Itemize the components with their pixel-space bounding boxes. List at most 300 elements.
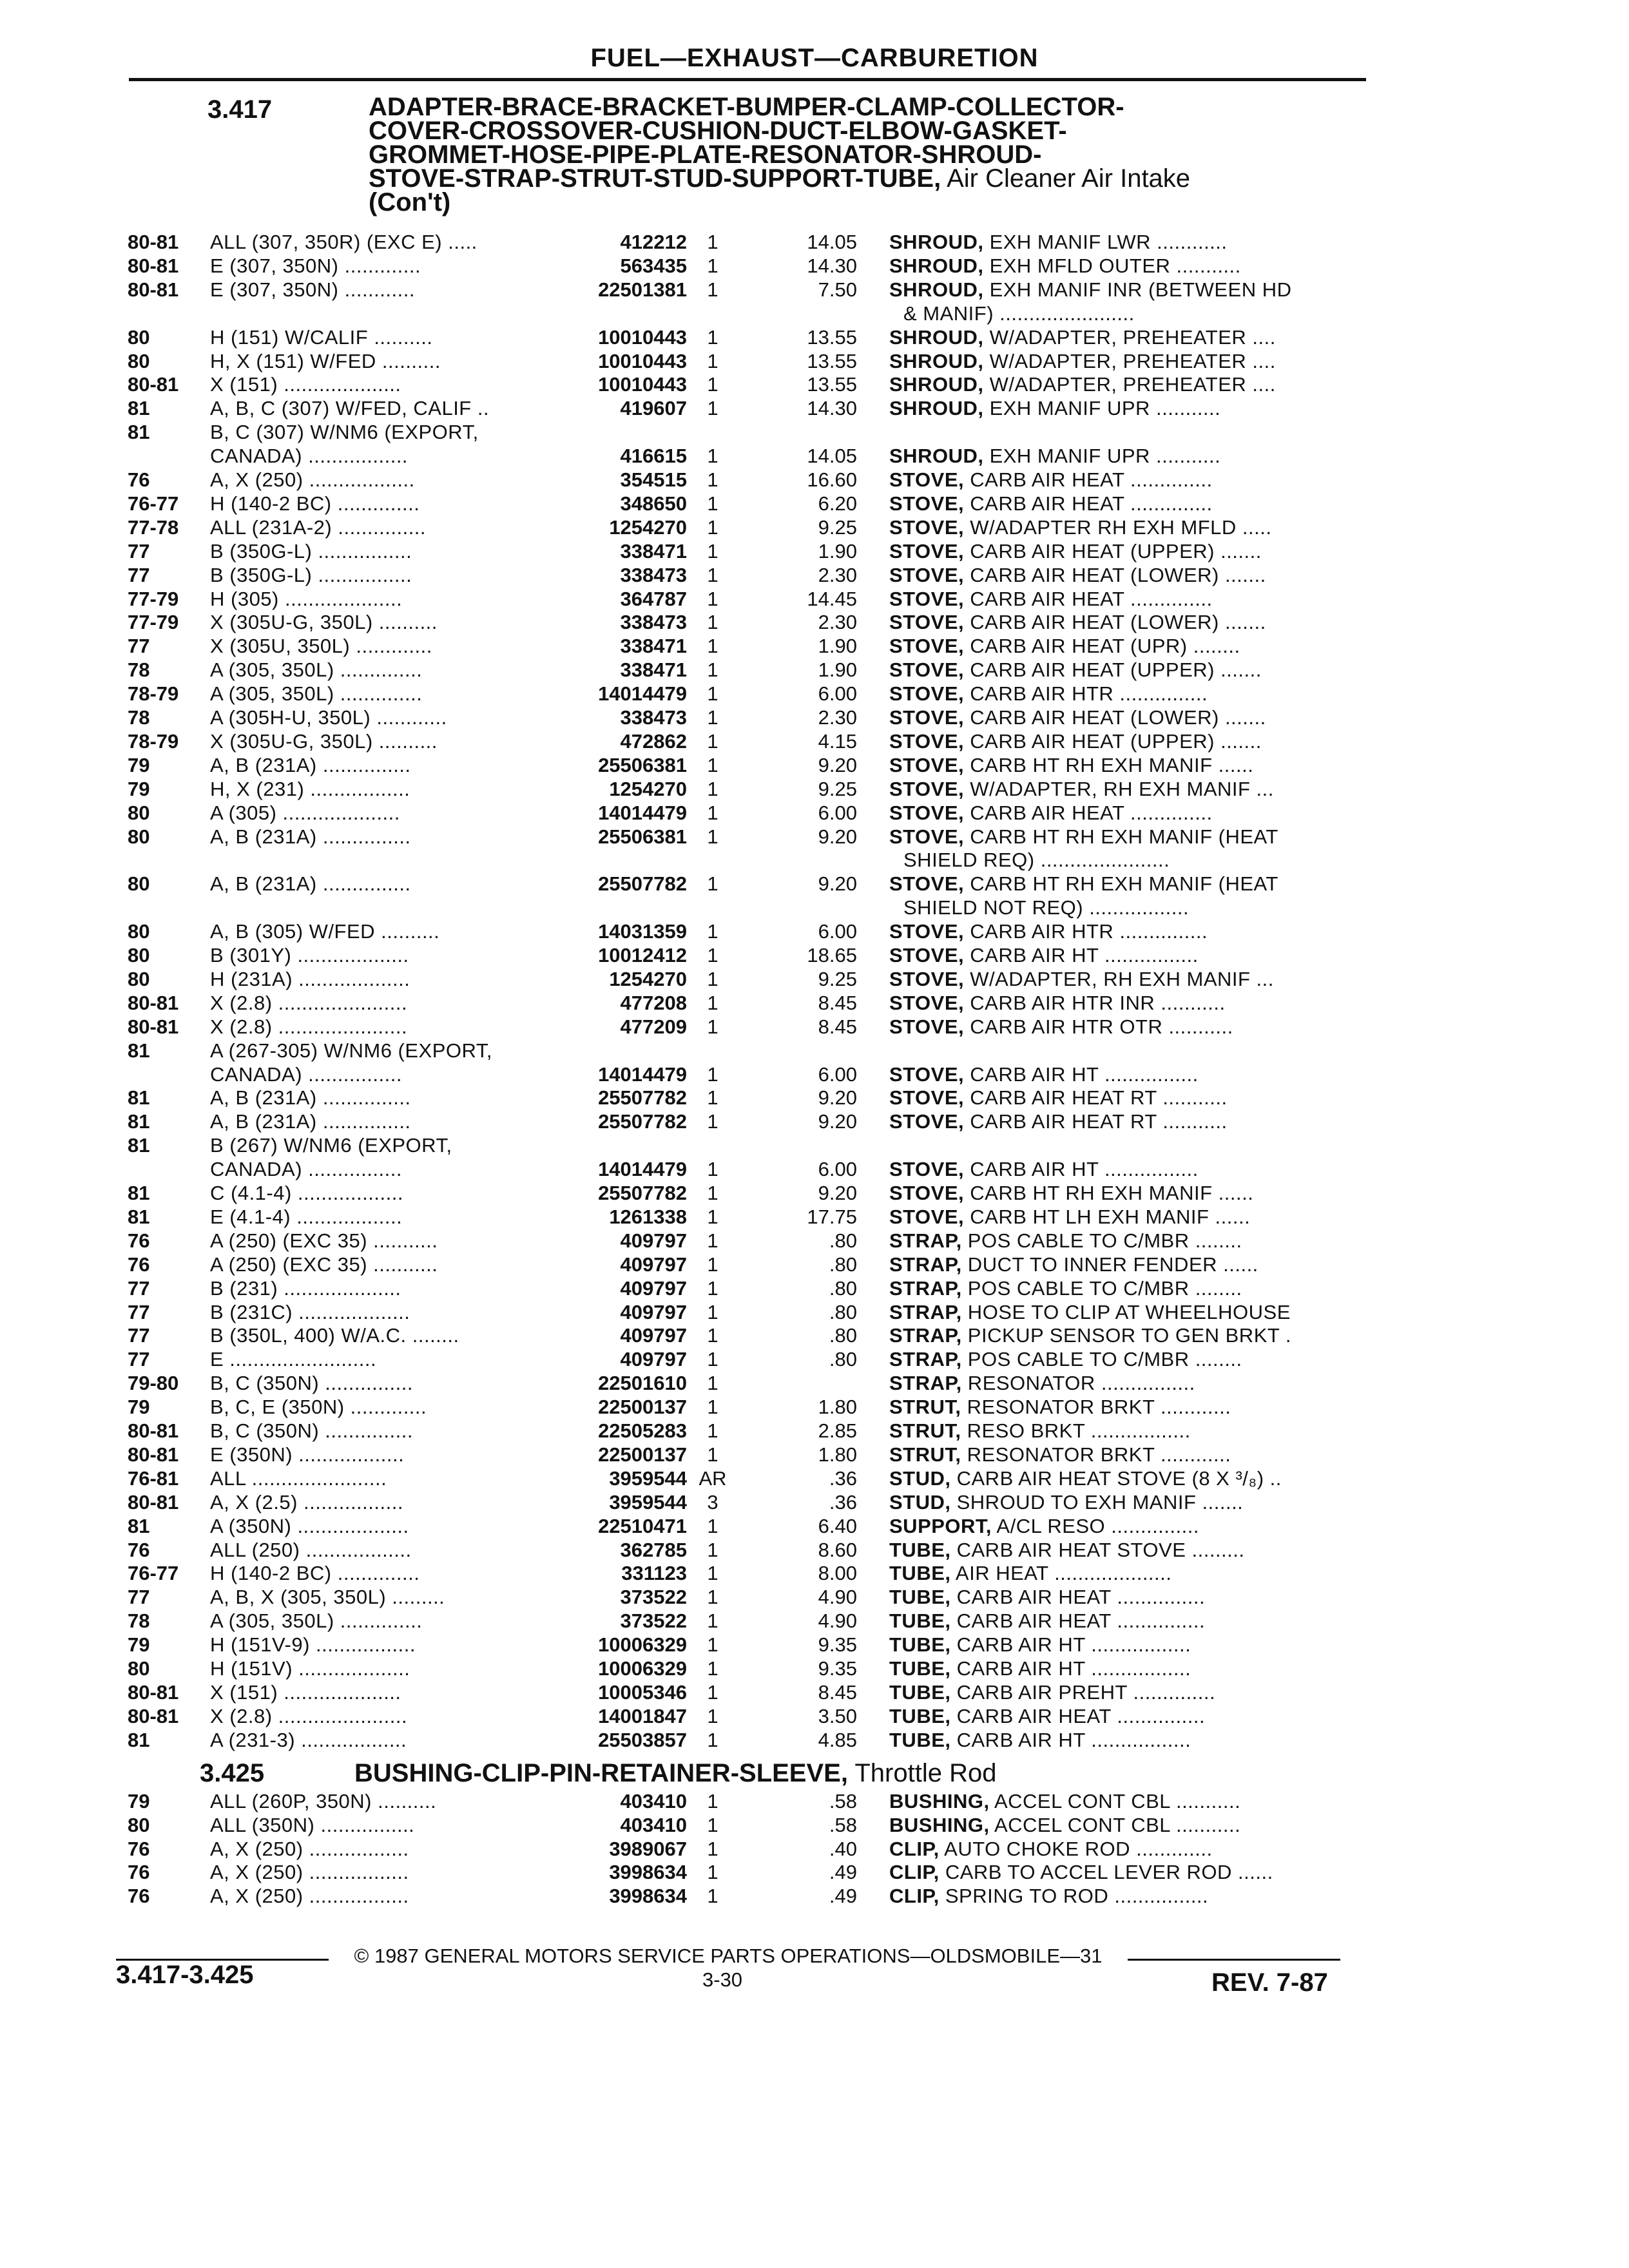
description-noun: TUBE, xyxy=(889,1586,951,1609)
section-title-suffix: Air Cleaner Air Intake xyxy=(941,164,1191,193)
table-row xyxy=(0,1253,1629,1276)
description-cell xyxy=(889,1860,1360,1884)
description-noun: STOVE, xyxy=(889,753,965,776)
price-cell: 1.90 xyxy=(818,658,857,682)
year-cell: 76 xyxy=(128,1538,150,1561)
table-row xyxy=(0,1704,1629,1728)
part-number-cell: 409797 xyxy=(620,1229,687,1252)
description-text: CARB HT RH EXH MANIF (HEAT xyxy=(964,825,1278,848)
description-cell xyxy=(889,1789,1360,1813)
table-row xyxy=(0,349,1629,373)
quantity-cell: 1 xyxy=(707,1538,718,1561)
part-number-cell: 25507782 xyxy=(598,1110,687,1133)
price-cell: .49 xyxy=(829,1885,857,1908)
year-cell: 77 xyxy=(128,1324,150,1347)
price-cell: 14.30 xyxy=(807,397,857,420)
year-cell: 76 xyxy=(128,1885,150,1908)
table-row xyxy=(0,1276,1629,1300)
quantity-cell: AR xyxy=(699,1466,727,1490)
description-text: CARB AIR HEAT (UPPER) ....... xyxy=(964,658,1262,682)
description-text: CARB HT LH EXH MANIF ...... xyxy=(964,1205,1251,1228)
description-noun: STOVE, xyxy=(889,515,965,539)
application-cell: A, B (305) W/FED .......... xyxy=(210,920,440,943)
part-number-cell: 25506381 xyxy=(598,825,687,848)
table-row xyxy=(0,896,1629,919)
part-number-cell: 25507782 xyxy=(598,1086,687,1110)
part-number-cell: 348650 xyxy=(620,492,687,515)
year-cell: 80-81 xyxy=(128,1680,179,1704)
description-text: CARB AIR HTR ............... xyxy=(964,682,1208,706)
description-text: RESONATOR BRKT ............ xyxy=(961,1396,1231,1419)
quantity-cell: 1 xyxy=(707,753,718,776)
description-noun: STRAP, xyxy=(889,1324,962,1347)
quantity-cell: 1 xyxy=(707,515,718,539)
description-cell xyxy=(889,848,1360,872)
quantity-cell: 1 xyxy=(707,872,718,896)
application-cell: CANADA) ................ xyxy=(210,1062,402,1086)
description-cell xyxy=(889,801,1360,825)
description-cell xyxy=(889,658,1360,682)
page-title: FUEL—EXHAUST—CARBURETION xyxy=(590,44,1039,72)
part-number-cell: 563435 xyxy=(620,254,687,277)
price-cell: 8.45 xyxy=(818,1015,857,1038)
year-cell: 76-77 xyxy=(128,492,179,515)
description-text: CARB AIR HEAT RT ........... xyxy=(964,1110,1228,1133)
description-cell xyxy=(889,967,1360,991)
description-text: & MANIF) ....................... xyxy=(903,302,1135,325)
year-cell: 80-81 xyxy=(128,1490,179,1514)
price-cell: .80 xyxy=(829,1348,857,1371)
description-noun: STUD, xyxy=(889,1466,951,1490)
part-number-cell: 22510471 xyxy=(598,1514,687,1537)
description-text: W/ADAPTER, RH EXH MANIF ... xyxy=(964,967,1274,990)
year-cell: 80 xyxy=(128,1813,150,1836)
quantity-cell: 1 xyxy=(707,1419,718,1442)
subsection-title xyxy=(354,1759,996,1788)
table-row xyxy=(0,1015,1629,1039)
year-cell: 80 xyxy=(128,920,150,943)
application-cell: H (151V-9) ................. xyxy=(210,1633,416,1657)
part-number-cell: 416615 xyxy=(620,445,687,468)
year-cell: 78-79 xyxy=(128,682,179,706)
year-cell: 81 xyxy=(128,397,150,420)
description-cell xyxy=(889,777,1360,801)
quantity-cell: 1 xyxy=(707,1633,718,1657)
description-noun: STOVE, xyxy=(889,587,965,610)
description-text: CARB AIR HT ................. xyxy=(950,1657,1191,1680)
application-cell: C (4.1-4) .................. xyxy=(210,1182,403,1204)
year-cell: 79 xyxy=(128,1790,150,1812)
application-cell: A (305, 350L) .............. xyxy=(210,658,423,682)
table-row xyxy=(0,682,1629,706)
year-cell: 77 xyxy=(128,1276,150,1300)
price-cell: 1.80 xyxy=(818,1396,857,1419)
description-text: W/ADAPTER, PREHEATER .... xyxy=(983,349,1276,372)
description-cell xyxy=(889,1813,1360,1837)
year-cell: 78 xyxy=(128,1610,150,1633)
description-text: DUCT TO INNER FENDER ...... xyxy=(961,1253,1258,1276)
description-noun: STOVE, xyxy=(889,635,965,658)
quantity-cell: 1 xyxy=(707,1562,718,1585)
application-cell: H (151V) ................... xyxy=(210,1657,410,1680)
part-number-cell: 373522 xyxy=(620,1586,687,1609)
year-cell: 80 xyxy=(128,801,150,824)
description-cell xyxy=(889,539,1360,563)
table-row xyxy=(0,1181,1629,1205)
description-cell xyxy=(889,1015,1360,1039)
part-number-cell: 14014479 xyxy=(598,1062,687,1086)
price-cell: 8.45 xyxy=(818,1680,857,1704)
description-noun: CLIP, xyxy=(889,1861,940,1884)
description-cell xyxy=(889,1466,1360,1490)
part-number-cell: 10010443 xyxy=(598,349,687,372)
part-number-cell: 409797 xyxy=(620,1348,687,1371)
application-cell: H (140-2 BC) .............. xyxy=(210,492,420,515)
quantity-cell: 1 xyxy=(707,611,718,634)
application-cell: X (151) .................... xyxy=(210,1680,401,1704)
description-text: CARB AIR HEAT .............. xyxy=(964,587,1213,610)
application-cell: ALL (350N) ................ xyxy=(210,1813,415,1836)
application-cell: E (307, 350N) ............ xyxy=(210,278,415,301)
table-row xyxy=(0,1371,1629,1395)
table-row xyxy=(0,230,1629,254)
table-row xyxy=(0,1561,1629,1585)
description-cell xyxy=(889,396,1360,420)
price-cell: 8.60 xyxy=(818,1538,857,1561)
part-number-cell: 22501381 xyxy=(598,278,687,301)
description-text: CARB AIR HEAT RT ........... xyxy=(964,1086,1228,1110)
table-row xyxy=(0,1300,1629,1324)
price-cell: 4.90 xyxy=(818,1610,857,1633)
table-row xyxy=(0,1860,1629,1884)
quantity-cell: 1 xyxy=(707,1837,718,1860)
application-cell: E (4.1-4) .................. xyxy=(210,1205,403,1228)
table-row xyxy=(0,967,1629,991)
quantity-cell: 1 xyxy=(707,1813,718,1836)
price-cell: 7.50 xyxy=(818,278,857,301)
description-text: CARB AIR HT ................ xyxy=(964,1062,1199,1086)
part-number-cell: 22500137 xyxy=(598,1396,687,1419)
application-cell: A, X (2.5) ................. xyxy=(210,1490,403,1514)
part-number-cell: 10012412 xyxy=(598,944,687,966)
price-cell: 9.25 xyxy=(818,777,857,800)
application-cell: A (350N) ................... xyxy=(210,1514,409,1537)
description-noun: CLIP, xyxy=(889,1837,940,1860)
description-text: A/CL RESO ............... xyxy=(992,1514,1199,1537)
quantity-cell: 1 xyxy=(707,682,718,706)
price-cell: 9.20 xyxy=(818,753,857,776)
quantity-cell: 1 xyxy=(707,944,718,966)
year-cell: 80-81 xyxy=(128,1015,179,1038)
description-text: CARB AIR HEAT ............... xyxy=(950,1586,1206,1609)
description-cell xyxy=(889,1443,1360,1466)
part-number-cell: 331123 xyxy=(621,1562,687,1585)
description-noun: TUBE, xyxy=(889,1728,951,1751)
quantity-cell: 1 xyxy=(707,1680,718,1704)
table-row xyxy=(0,1157,1629,1181)
description-noun: STUD, xyxy=(889,1490,951,1514)
quantity-cell: 1 xyxy=(707,1704,718,1727)
description-cell xyxy=(889,1181,1360,1205)
part-number-cell: 10005346 xyxy=(598,1680,687,1704)
part-number-cell: 409797 xyxy=(620,1324,687,1347)
description-cell xyxy=(889,682,1360,706)
application-cell: B (231C) ................... xyxy=(210,1300,410,1323)
description-cell xyxy=(889,1300,1360,1324)
price-cell: 9.25 xyxy=(818,515,857,539)
description-cell xyxy=(889,896,1360,919)
quantity-cell: 3 xyxy=(707,1490,718,1514)
year-cell: 77 xyxy=(128,539,150,562)
subsection-number: 3.425 xyxy=(200,1759,265,1787)
description-noun: STRUT, xyxy=(889,1443,961,1466)
description-cell xyxy=(889,278,1360,302)
description-noun: STOVE, xyxy=(889,539,965,562)
description-text: CARB AIR HEAT (UPPER) ....... xyxy=(964,729,1262,753)
application-cell: CANADA) ................. xyxy=(210,445,409,468)
part-number-cell: 362785 xyxy=(620,1538,687,1561)
application-cell: B (350G-L) ................ xyxy=(210,563,412,586)
year-cell: 80-81 xyxy=(128,231,179,253)
description-cell xyxy=(889,1704,1360,1728)
description-cell xyxy=(889,349,1360,373)
price-cell: 9.20 xyxy=(818,825,857,848)
quantity-cell: 1 xyxy=(707,1276,718,1300)
quantity-cell: 1 xyxy=(707,1586,718,1609)
year-cell: 80 xyxy=(128,944,150,966)
year-cell: 78-79 xyxy=(128,729,179,753)
table-row xyxy=(0,420,1629,444)
quantity-cell: 1 xyxy=(707,1062,718,1086)
description-noun: STOVE, xyxy=(889,991,965,1014)
description-noun: STRUT, xyxy=(889,1419,961,1442)
description-noun: STOVE, xyxy=(889,1086,965,1110)
quantity-cell: 1 xyxy=(707,1229,718,1252)
description-cell xyxy=(889,1086,1360,1110)
year-cell: 81 xyxy=(128,421,150,444)
year-cell: 81 xyxy=(128,1205,150,1228)
part-number-cell: 10006329 xyxy=(598,1633,687,1657)
table-row xyxy=(0,1837,1629,1861)
price-cell: 2.30 xyxy=(818,611,857,634)
application-cell: ALL (260P, 350N) .......... xyxy=(210,1790,437,1812)
quantity-cell: 1 xyxy=(707,278,718,301)
year-cell: 80 xyxy=(128,967,150,990)
description-text: POS CABLE TO C/MBR ........ xyxy=(961,1276,1242,1300)
year-cell: 80 xyxy=(128,1657,150,1680)
description-cell xyxy=(889,1633,1360,1657)
section-title xyxy=(369,95,1367,215)
year-cell: 78 xyxy=(128,706,150,729)
table-row xyxy=(0,1086,1629,1110)
application-cell: X (305U-G, 350L) .......... xyxy=(210,611,438,634)
description-noun: STRAP, xyxy=(889,1229,962,1252)
description-text: SHIELD NOT REQ) ................. xyxy=(903,896,1190,919)
description-noun: STOVE, xyxy=(889,706,965,729)
footer-section-range: 3.417-3.425 xyxy=(116,1961,254,1989)
application-cell: A, B (231A) ............... xyxy=(210,753,411,776)
description-noun: BUSHING, xyxy=(889,1813,990,1836)
price-cell: 6.40 xyxy=(818,1514,857,1537)
application-cell: B, C (350N) ............... xyxy=(210,1372,413,1395)
part-number-cell: 14031359 xyxy=(598,920,687,943)
quantity-cell: 1 xyxy=(707,539,718,562)
year-cell: 80-81 xyxy=(128,991,179,1014)
description-noun: STRAP, xyxy=(889,1372,962,1395)
application-cell: A (250) (EXC 35) ........... xyxy=(210,1229,438,1252)
quantity-cell: 1 xyxy=(707,445,718,468)
application-cell: H (231A) ................... xyxy=(210,967,410,990)
price-cell: 2.30 xyxy=(818,563,857,586)
description-noun: STRAP, xyxy=(889,1276,962,1300)
description-text: POS CABLE TO C/MBR ........ xyxy=(961,1229,1242,1252)
table-row xyxy=(0,753,1629,777)
description-text: CARB AIR HTR OTR ........... xyxy=(964,1015,1233,1038)
table-row xyxy=(0,872,1629,896)
description-noun: STOVE, xyxy=(889,920,965,943)
description-cell xyxy=(889,1514,1360,1538)
quantity-cell: 1 xyxy=(707,563,718,586)
application-cell: A, B, C (307) W/FED, CALIF .. xyxy=(210,397,490,420)
table-row xyxy=(0,1657,1629,1680)
year-cell: 81 xyxy=(128,1728,150,1751)
year-cell: 76-81 xyxy=(128,1466,179,1490)
part-number-cell: 403410 xyxy=(620,1790,687,1812)
price-cell: 17.75 xyxy=(807,1205,857,1228)
description-noun: STOVE, xyxy=(889,777,965,800)
application-cell: CANADA) ................ xyxy=(210,1158,402,1181)
part-number-cell: 22500137 xyxy=(598,1443,687,1466)
quantity-cell: 1 xyxy=(707,825,718,848)
description-cell xyxy=(889,492,1360,515)
table-row xyxy=(0,658,1629,682)
description-noun: TUBE, xyxy=(889,1538,951,1561)
application-cell: X (2.8) ...................... xyxy=(210,1704,408,1727)
quantity-cell: 1 xyxy=(707,492,718,515)
description-cell xyxy=(889,515,1360,539)
description-cell xyxy=(889,1253,1360,1276)
part-number-cell: 1254270 xyxy=(609,515,687,539)
description-cell xyxy=(889,1347,1360,1371)
table-row xyxy=(0,729,1629,753)
table-row xyxy=(0,1813,1629,1837)
description-cell xyxy=(889,1371,1360,1395)
quantity-cell: 1 xyxy=(707,1728,718,1751)
application-cell: B, C (307) W/NM6 (EXPORT, xyxy=(210,421,479,444)
table-row xyxy=(0,254,1629,278)
part-number-cell: 25506381 xyxy=(598,753,687,776)
quantity-cell: 1 xyxy=(707,373,718,396)
application-cell: A (305H-U, 350L) ............ xyxy=(210,706,447,729)
description-cell xyxy=(889,1062,1360,1086)
part-number-cell: 22505283 xyxy=(598,1419,687,1442)
description-noun: STOVE, xyxy=(889,1015,965,1038)
year-cell: 80 xyxy=(128,825,150,848)
description-cell xyxy=(889,610,1360,634)
description-cell xyxy=(889,1110,1360,1133)
description-cell xyxy=(889,991,1360,1015)
description-cell xyxy=(889,325,1360,349)
description-noun: SHROUD, xyxy=(889,325,984,349)
description-cell xyxy=(889,943,1360,967)
application-cell: A, B (231A) ............... xyxy=(210,872,411,896)
description-cell xyxy=(889,729,1360,753)
quantity-cell: 1 xyxy=(707,706,718,729)
quantity-cell: 1 xyxy=(707,729,718,753)
year-cell: 77-79 xyxy=(128,587,179,610)
description-text: CARB AIR HEAT .............. xyxy=(964,468,1213,491)
description-text: CARB AIR HEAT (UPPER) ....... xyxy=(964,539,1262,562)
application-cell: X (305U, 350L) ............. xyxy=(210,635,432,658)
description-text: RESONATOR BRKT ............ xyxy=(961,1443,1231,1466)
description-noun: SHROUD, xyxy=(889,373,984,396)
table-row xyxy=(0,1205,1629,1229)
description-text: EXH MANIF UPR ........... xyxy=(983,397,1221,420)
quantity-cell: 1 xyxy=(707,1158,718,1181)
description-text: CARB AIR HTR ............... xyxy=(964,920,1208,943)
table-row xyxy=(0,1633,1629,1657)
part-number-cell: 419607 xyxy=(620,397,687,420)
description-text: CARB AIR HEAT STOVE ......... xyxy=(950,1538,1245,1561)
part-number-cell: 25507782 xyxy=(598,872,687,896)
year-cell: 79 xyxy=(128,777,150,800)
part-number-cell: 10010443 xyxy=(598,373,687,396)
quantity-cell: 1 xyxy=(707,1790,718,1812)
application-cell: ALL (250) .................. xyxy=(210,1538,412,1561)
quantity-cell: 1 xyxy=(707,1300,718,1323)
description-cell xyxy=(889,1323,1360,1347)
year-cell: 77-79 xyxy=(128,611,179,634)
part-number-cell: 25503857 xyxy=(598,1728,687,1751)
description-noun: STOVE, xyxy=(889,492,965,515)
part-number-cell: 354515 xyxy=(620,468,687,491)
quantity-cell: 1 xyxy=(707,468,718,491)
application-cell: A, X (250) ................. xyxy=(210,1837,409,1860)
price-cell: 6.20 xyxy=(818,492,857,515)
description-cell xyxy=(889,1680,1360,1704)
table-row xyxy=(0,1609,1629,1633)
year-cell: 80-81 xyxy=(128,373,179,396)
part-number-cell: 3959544 xyxy=(609,1466,687,1490)
subsection-title-main: BUSHING-CLIP-PIN-RETAINER-SLEEVE, xyxy=(354,1759,848,1787)
application-cell: A, B (231A) ............... xyxy=(210,825,411,848)
description-noun: STOVE, xyxy=(889,1182,965,1204)
price-cell: 14.05 xyxy=(807,231,857,253)
quantity-cell: 1 xyxy=(707,1182,718,1204)
table-row xyxy=(0,492,1629,515)
price-cell: 4.85 xyxy=(818,1728,857,1751)
title-rule xyxy=(129,78,1366,81)
description-text: CARB AIR HEAT ............... xyxy=(950,1610,1206,1633)
part-number-cell: 409797 xyxy=(620,1276,687,1300)
description-noun: STOVE, xyxy=(889,658,965,682)
description-text: RESO BRKT ................. xyxy=(961,1419,1191,1442)
table-row xyxy=(0,1347,1629,1371)
description-cell xyxy=(889,825,1360,849)
description-noun: SHROUD, xyxy=(889,445,984,468)
price-cell: .80 xyxy=(829,1300,857,1323)
quantity-cell: 1 xyxy=(707,1514,718,1537)
application-cell: H (151) W/CALIF .......... xyxy=(210,325,433,349)
description-cell xyxy=(889,1419,1360,1443)
price-cell: 14.30 xyxy=(807,254,857,277)
price-cell: 2.85 xyxy=(818,1419,857,1442)
description-text: SHIELD REQ) ...................... xyxy=(903,849,1170,872)
description-cell xyxy=(889,1884,1360,1908)
year-cell: 76 xyxy=(128,1253,150,1276)
description-text: AUTO CHOKE ROD ............. xyxy=(939,1837,1213,1860)
part-number-cell: 338471 xyxy=(620,539,687,562)
